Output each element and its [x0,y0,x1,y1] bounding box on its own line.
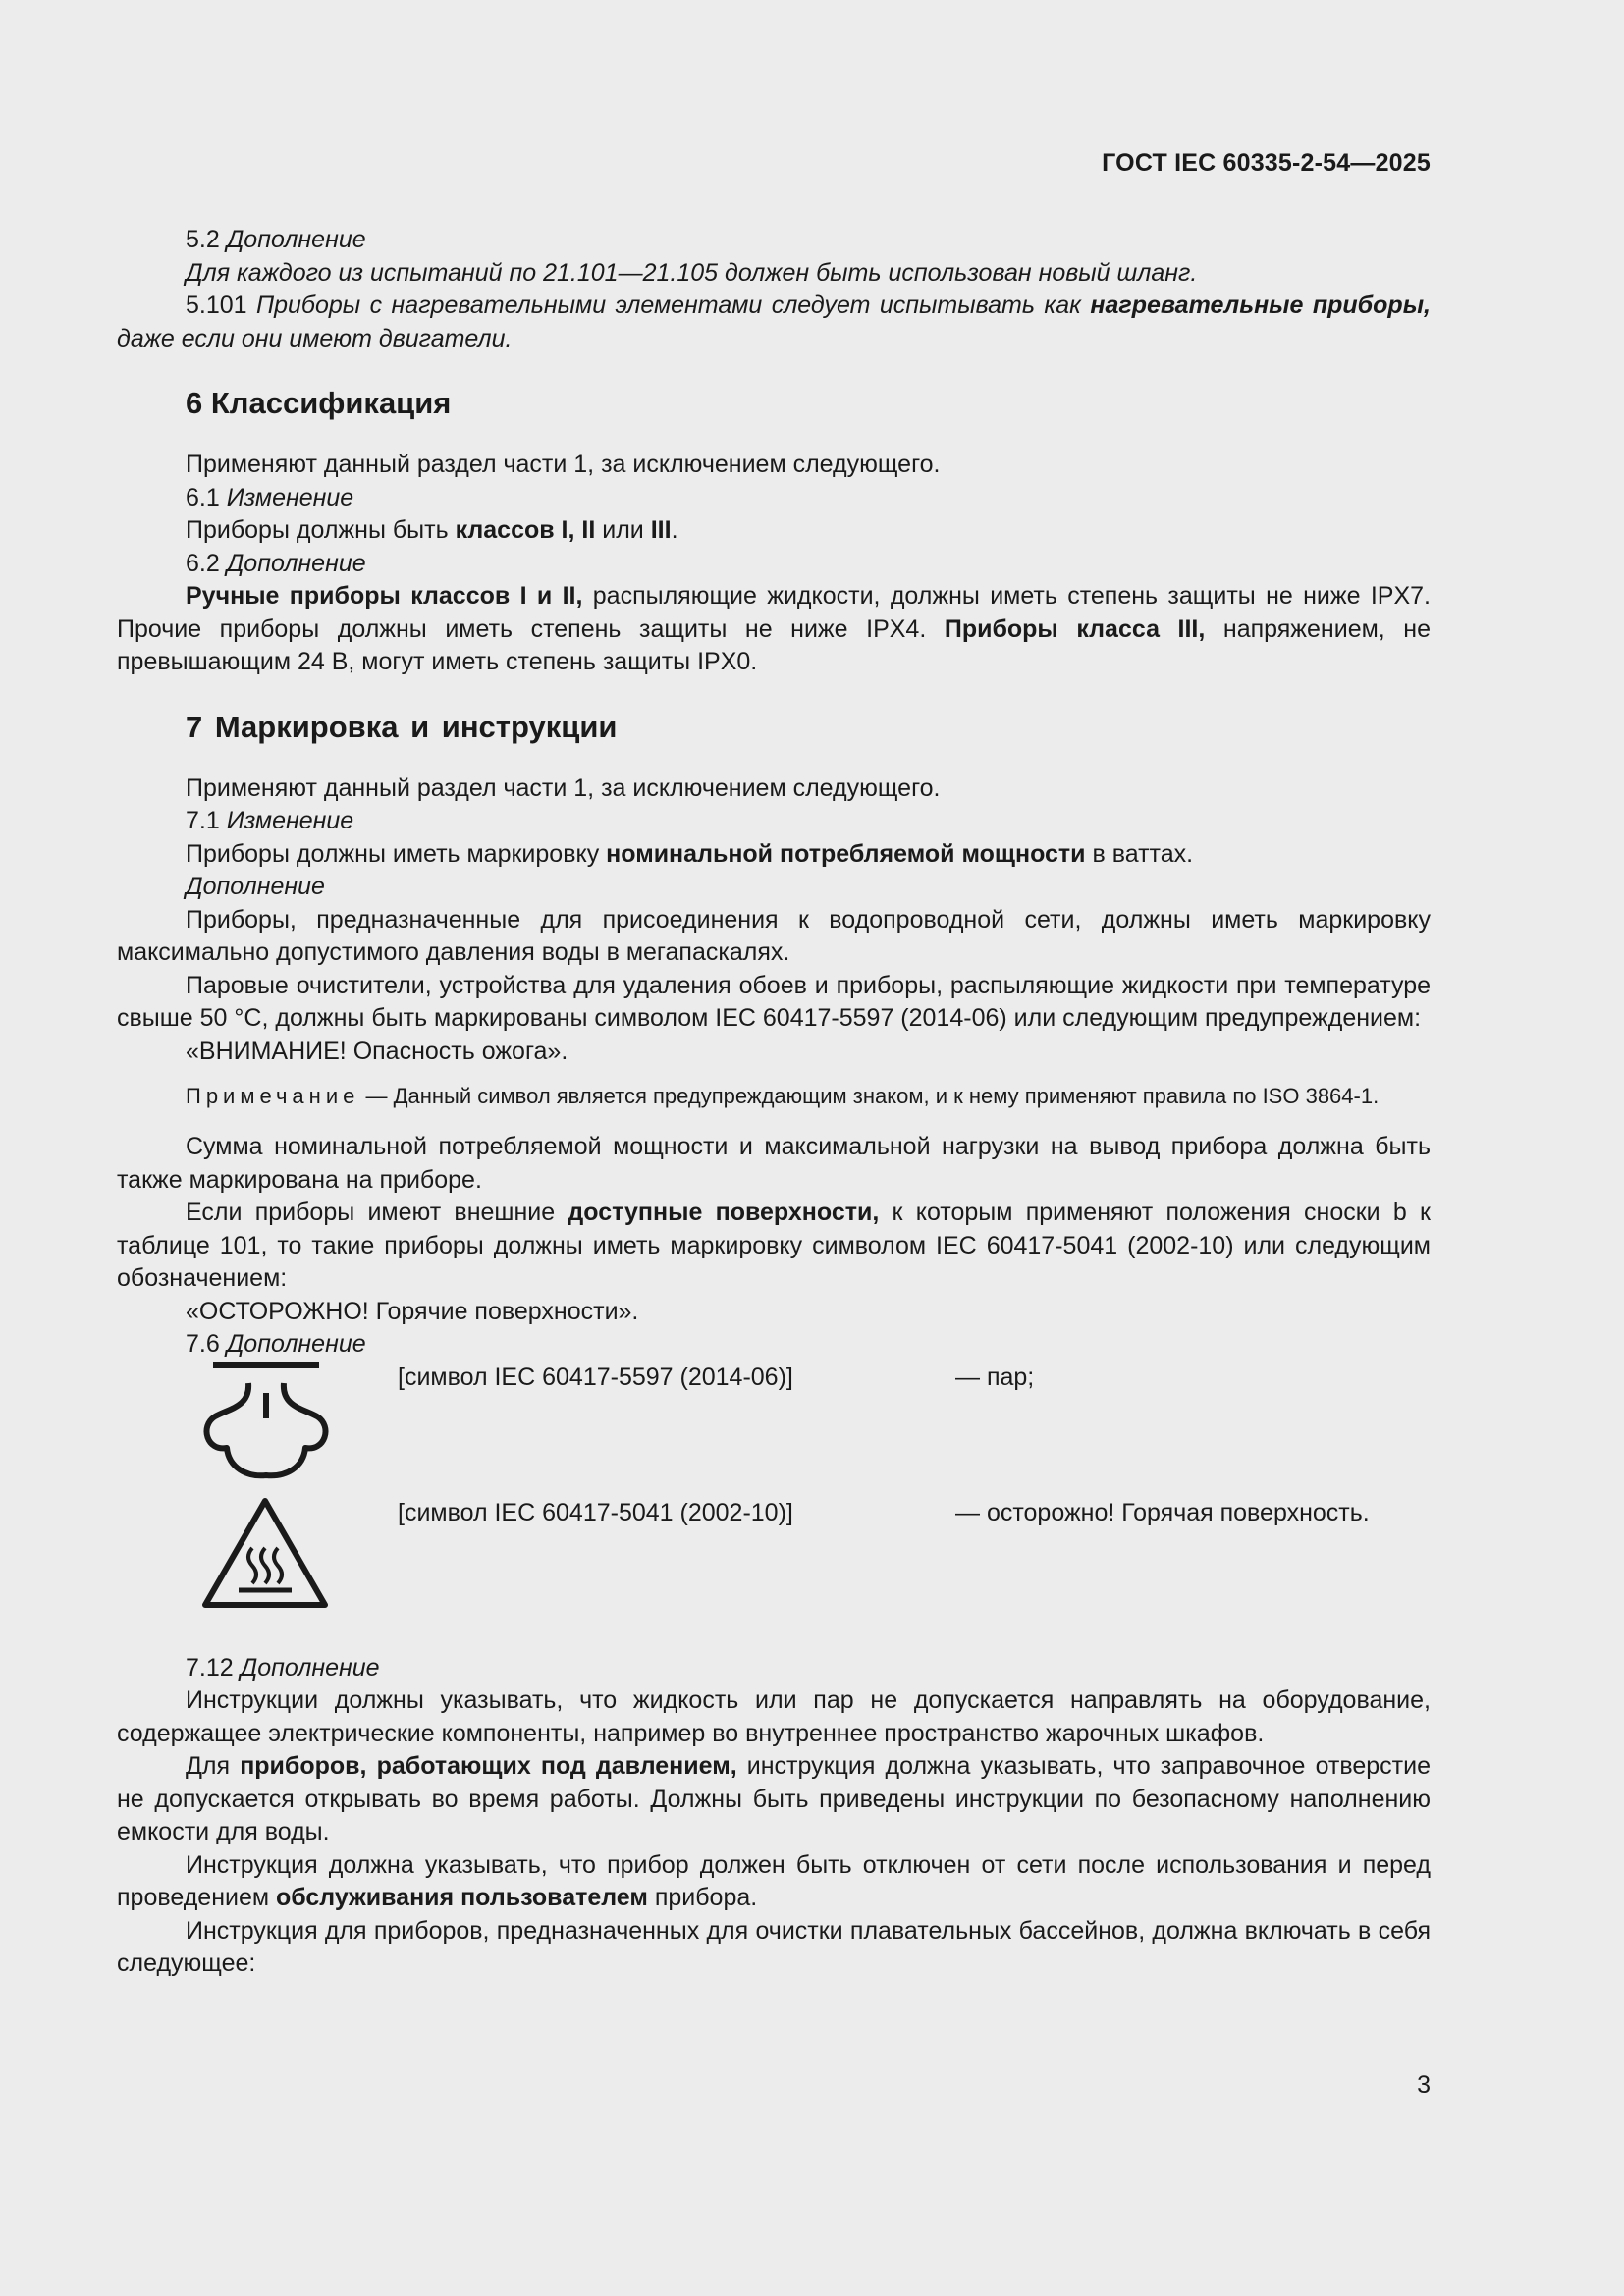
clause-5-2-title: 5.2 Дополнение [186,226,366,253]
symbol-ref-hot-surface: [символ IEC 60417-5041 (2002-10)] [398,1498,793,1526]
clause-7-1-text: Приборы должны иметь маркировку номинальной потребляемой мощности в ваттах. [186,839,1194,868]
clause-6-1-title: 6.1 Изменение [186,483,354,511]
symbol-row-hot-surface [117,1495,1431,1652]
clause-6-1-text: Приборы должны быть классов I, II или III. [186,516,678,544]
page-content [117,224,1431,1981]
paragraph-power-marking: Сумма номинальной потребляемой мощности и максимальной нагрузки на вывод прибора должна быть также маркирована на приборе. [117,1133,1431,1194]
section-7-heading: 7 Маркировка и инструкции [186,709,618,744]
symbol-row-steam [117,1362,1431,1495]
note: Примечание — Данный символ является предупреждающим знаком, и к нему применяют правила по ISO 3864-1. [186,1084,1380,1108]
warning-hot-surfaces: «ОСТОРОЖНО! Горячие поверхности». [186,1297,639,1325]
symbol-ref-steam: [символ IEC 60417-5597 (2014-06)] [398,1362,793,1391]
symbol-desc-hot-surface: — осторожно! Горячая поверхность. [955,1498,1370,1526]
clause-7-1-title: 7.1 Изменение [186,807,354,834]
clause-7-1-addition-label: Дополнение [186,873,325,900]
clause-7-6-title: 7.6 Дополнение [186,1330,366,1358]
clause-5-2-text: Для каждого из испытаний по 21.101—21.105 должен быть использован новый шланг. [186,258,1198,287]
section-7-intro: Применяют данный раздел части 1, за исключением следующего. [186,774,941,802]
clause-5-101: 5.101 Приборы с нагревательными элементами следует испытывать как нагревательные приборы, даже если они имеют двигатели. [117,292,1431,352]
symbol-desc-steam: — пар; [955,1362,1035,1391]
paragraph-water-pressure: Приборы, предназначенные для присоединения к водопроводной сети, должны иметь маркировку максимально допустимого давления воды в мегапаскалях. [117,905,1431,966]
paragraph-steam-cleaners: Паровые очистители, устройства для удаления обоев и приборы, распыляющие жидкости при температуре свыше 50 °С, должны быть маркированы символом IEC 60417-5597 (2014-06) или следующим предупреждением: [117,971,1431,1032]
clause-6-2-title: 6.2 Дополнение [186,549,366,577]
clause-6-2-text: Ручные приборы классов I и II, распыляющие жидкости, должны иметь степень защиты не ниже IPX7. Прочие приборы должны иметь степень защиты не ниже IPX4. Приборы класса III, напряжением, не превышающим 24 В, могут иметь степень защиты IPX0. [117,582,1432,675]
hot-surface-warning-icon [199,1495,331,1611]
paragraph-pool-cleaners: Инструкция для приборов, предназначенных для очистки плавательных бассейнов, должна включать в себя следующее: [117,1916,1431,1977]
paragraph-liquid-direction: Инструкции должны указывать, что жидкость или пар не допускается направлять на оборудование, содержащее электрические компоненты, например во внутреннее пространство жарочных шкафов. [117,1686,1431,1747]
section-6-heading: 6 Классификация [186,386,452,420]
paragraph-accessible-surfaces: Если приборы имеют внешние доступные поверхности, к которым применяют положения сноски b к таблице 101, то такие приборы должны иметь маркировку символом IEC 60417-5041 (2002-10) или следующим обозначением: [117,1199,1431,1292]
paragraph-pressure-appliances: Для приборов, работающих под давлением, инструкция должна указывать, что заправочное отверстие не допускается открывать во время работы. Должны быть приведены инструкции по безопасному наполнению емкости для воды. [117,1752,1431,1845]
page-number: 3 [1417,2071,1431,2099]
clause-7-12-title: 7.12 Дополнение [186,1653,380,1682]
warning-burn: «ВНИМАНИЕ! Опасность ожога». [186,1037,568,1065]
section-6-intro: Применяют данный раздел части 1, за исключением следующего. [186,451,941,478]
paragraph-disconnect: Инструкция должна указывать, что прибор должен быть отключен от сети после использования и перед проведением обслуживания пользователем прибора. [117,1850,1431,1911]
steam-symbol-icon [199,1362,333,1485]
standard-code-header: ГОСТ IEC 60335-2-54—2025 [1102,149,1431,177]
